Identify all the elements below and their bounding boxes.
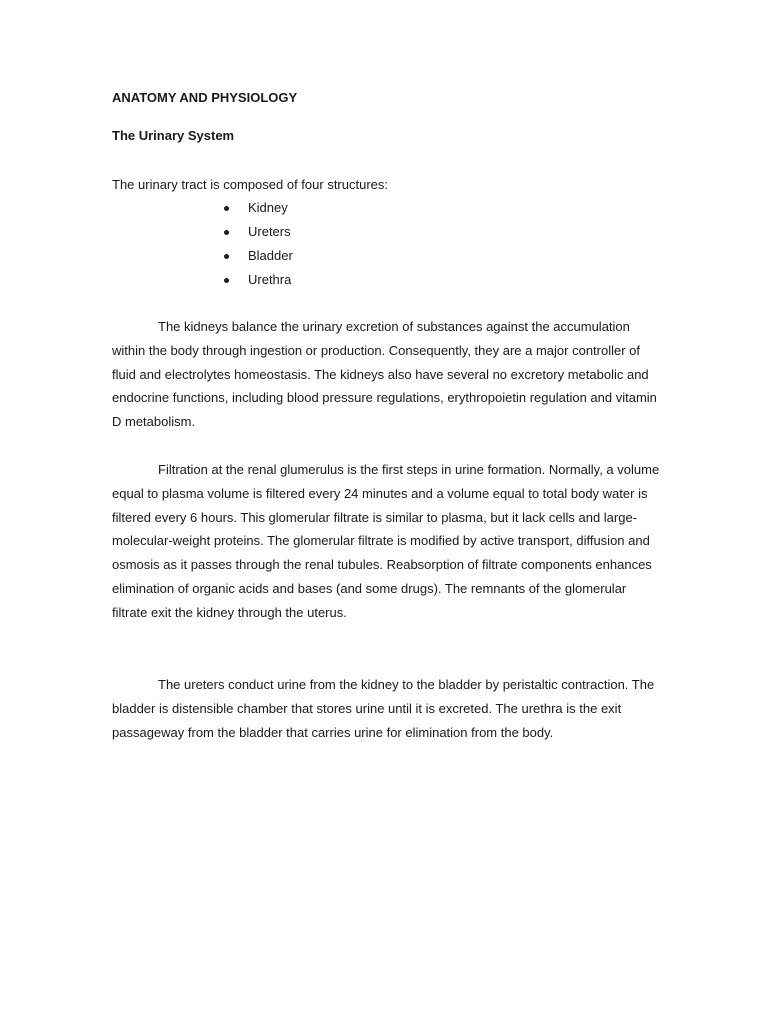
list-item xyxy=(224,248,293,272)
list-item xyxy=(224,224,293,248)
document-title: ANATOMY AND PHYSIOLOGY xyxy=(112,90,298,105)
list-item-label: Ureters xyxy=(248,224,291,239)
bullet-icon xyxy=(224,254,229,259)
list-item-label: Bladder xyxy=(248,248,293,263)
bullet-icon xyxy=(224,278,229,283)
bullet-icon xyxy=(224,230,229,235)
list-item xyxy=(224,200,293,224)
list-item-label: Kidney xyxy=(248,200,288,215)
bullet-icon xyxy=(224,206,229,211)
list-item-label: Urethra xyxy=(248,272,292,287)
paragraph-kidney-function: The kidneys balance the urinary excretion of substances against the accumulation within the body through ingestion or production. Consequently, they are a major controller of fluid and electrolytes homeostasis. The kidneys also have several no excretory metabolic and endocrine functions, including blood pressure regulations, erythropoietin regulation and vitamin D metabolism. xyxy=(112,319,657,430)
section-title: The Urinary System xyxy=(112,128,235,143)
list-item xyxy=(224,272,293,296)
paragraph-ureters-bladder-urethra: The ureters conduct urine from the kidney to the bladder by peristaltic contraction. The bladder is distensible chamber that stores urine until it is excreted. The urethra is the exit passageway from the bladder that carries urine for elimination from the body. xyxy=(112,677,655,740)
intro-text: The urinary tract is composed of four structures: xyxy=(112,177,388,192)
paragraph-filtration: Filtration at the renal glumerulus is the first steps in urine formation. Normally, a volume equal to plasma volume is filtered every 24 minutes and a volume equal to total body water is filtered every 6 hours. This glomerular filtrate is similar to plasma, but it lack cells and large-molecular-weight proteins. The glomerular filtrate is modified by active transport, diffusion and osmosis as it passes through the renal tubules. Reabsorption of filtrate components enhances elimination of organic acids and bases (and some drugs). The remnants of the glomerular filtrate exit the kidney through the uterus. xyxy=(112,462,660,620)
structures-list xyxy=(224,200,293,296)
